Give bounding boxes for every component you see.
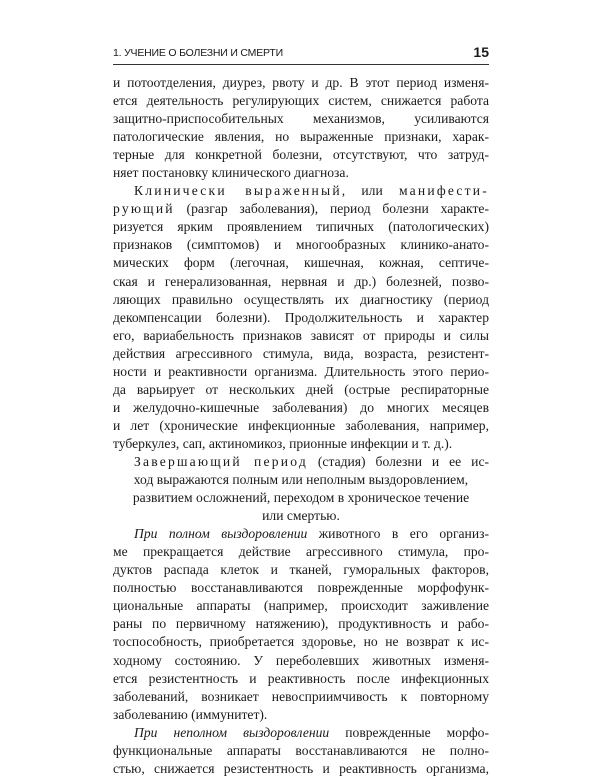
text-line: и желудочно-кишечные заболевания) до многих месяцев: [113, 399, 489, 415]
text-line: Клинически выраженный, или манифести-: [134, 183, 490, 199]
running-head: 1. УЧЕНИЕ О БОЛЕЗНИ И СМЕРТИ: [113, 47, 283, 59]
text-line: развитием осложнений, переходом в хроническое течение: [132, 490, 470, 506]
body-text: [113, 74, 489, 778]
text-line: и потоотделения, диурез, рвоту и др. В этот период изменя-: [113, 75, 489, 90]
text-line: дуктов распада клеток и тканей, гуморальных факторов,: [113, 562, 489, 578]
italic-term: При полном выздоровлении: [134, 526, 308, 542]
paragraph-1: [113, 74, 489, 182]
text-line: или смертью.: [262, 508, 340, 524]
text-line: защитно-приспособительных механизмов, усиливаются: [113, 111, 489, 127]
paragraph-3: [113, 453, 489, 525]
text-line: декомпенсации болезни). Продолжительность и характер: [113, 309, 489, 325]
page-number: 15: [473, 44, 489, 60]
italic-term: При неполном выздоровлении: [134, 724, 330, 740]
text-line: няет постановку клинического диагноза.: [113, 165, 349, 181]
text-line: стью, снижается резистентность и реактивность организма,: [113, 760, 489, 776]
text-line: ход выражаются полным или неполным выздоровлением,: [133, 472, 469, 488]
text-line: туберкулез, сап, актиномикоз, прионные инфекции и т. д.).: [113, 435, 453, 451]
text-line: действия агрессивного стимула, вида, возраста, резистент-: [113, 345, 489, 361]
text-line: Завершающий период (стадия) болезни и ее ис-: [134, 453, 490, 469]
text-line: ляющих правильно осуществлять их диагностику (период: [113, 291, 489, 307]
page-header: [113, 44, 489, 62]
text-line: циональные аппараты (например, происходит заживление: [113, 598, 489, 614]
text-line: функциональные аппараты восстанавливаются не полно-: [113, 742, 489, 758]
text-line: раны по первичному натяжению), продуктивность и рабо-: [113, 616, 489, 632]
text-line: мических форм (легочная, кишечная, кожная, септиче-: [113, 255, 489, 271]
paragraph-4: [113, 525, 489, 724]
spaced-term: Клинически выраженный: [134, 183, 342, 199]
text-line: рующий (разгар заболевания), период болезни характе-: [113, 201, 489, 217]
text-line: заболеваний, возникает невосприимчивость к повторному: [113, 688, 489, 704]
header-rule: [113, 64, 489, 65]
text-line: При неполном выздоровлении поврежденные морфо-: [134, 724, 489, 740]
spaced-term: рующий: [113, 201, 175, 217]
text-line: ности и реактивности организма. Длительность этого перио-: [113, 363, 489, 379]
paragraph-2: [113, 182, 489, 453]
text-line: тоспособность, приобретается здоровье, но не возврат к ис-: [113, 634, 489, 650]
paragraph-5: [113, 724, 489, 778]
text-line: патологические явления, но выраженные признаки, харак-: [113, 129, 489, 145]
text-line: ская и генерализованная, нервная и др.) болезней, позво-: [113, 273, 489, 289]
text-line: признаков (симптомов) и многообразных клинико-анато-: [113, 237, 489, 253]
text-line: его, вариабельность признаков зависят от природы и силы: [113, 327, 489, 343]
text-line: ме прекращается действие агрессивного стимула, про-: [113, 544, 489, 560]
spaced-term: Завершающий период: [134, 453, 308, 469]
text-line: заболеванию (иммунитет).: [113, 706, 268, 722]
text-line: да варьирует от нескольких дней (острые респираторные: [113, 381, 489, 397]
text-line: ется резистентность и реактивность после инфекционных: [113, 670, 489, 686]
text-line: ризуется ярким проявлением типичных (патологических): [113, 219, 489, 235]
text-line: При полном выздоровлении животного в его организ-: [134, 526, 490, 542]
text-line: полностью восстанавливаются поврежденные морфофунк-: [113, 580, 489, 596]
text-line: ходному состоянию. У переболевших животных изменя-: [113, 652, 489, 668]
spaced-term: манифести-: [398, 183, 490, 199]
text-line: ется деятельность регулирующих систем, снижается работа: [113, 93, 489, 109]
text-line: и лет (хронические инфекционные заболевания, например,: [113, 417, 489, 433]
text-line: терные для конкретной болезни, отсутствуют, что затруд-: [113, 147, 489, 163]
